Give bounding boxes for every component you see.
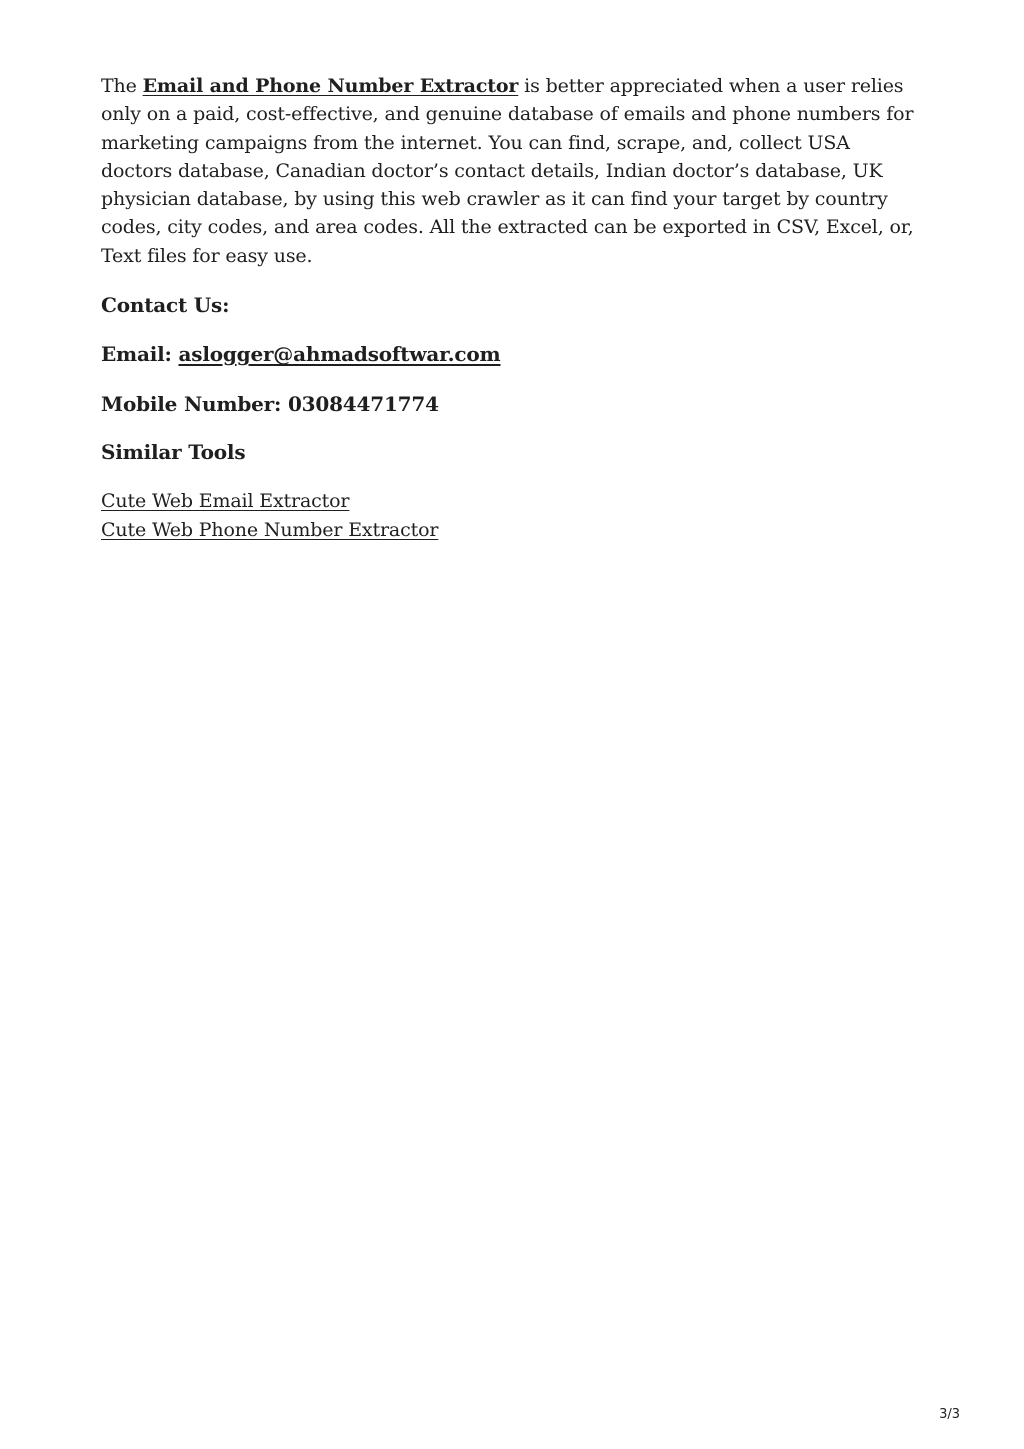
intro-paragraph bbox=[101, 72, 921, 270]
mobile-label: Mobile Number: bbox=[101, 392, 288, 417]
email-label: Email: bbox=[101, 342, 179, 367]
intro-prefix: The bbox=[101, 75, 143, 97]
product-link-text: Email and Phone Number Extractor bbox=[142, 75, 519, 97]
document-page bbox=[101, 72, 921, 544]
page-number: 3/3 bbox=[939, 1407, 960, 1422]
contact-heading: Contact Us: bbox=[101, 293, 230, 318]
product-link[interactable] bbox=[143, 75, 519, 97]
email-line bbox=[101, 340, 921, 368]
email-link[interactable]: aslogger@ahmadsoftwar.com bbox=[178, 342, 501, 367]
intro-body-text: is better appreciated when a user relies only on a paid, cost-effective, and genuine database of emails and phone numbers for marketing campaigns from the internet. You can find, scrape, and, collect USA doctors database, Canadian doctor’s contact details, Indian doctor’s database, UK physician database, by using this web crawler as it can find your target by country codes, city codes, and area codes. All the extracted can be exported in CSV, Excel, or, Text files for easy use. bbox=[101, 75, 914, 267]
mobile-line bbox=[101, 390, 921, 418]
mobile-number: 03084471774 bbox=[287, 392, 439, 417]
similar-tool-link-email-extractor[interactable]: Cute Web Email Extractor bbox=[101, 490, 350, 513]
similar-tools-heading: Similar Tools bbox=[101, 440, 246, 465]
similar-tool-link-phone-extractor[interactable]: Cute Web Phone Number Extractor bbox=[101, 518, 439, 541]
similar-tools-list bbox=[101, 487, 921, 544]
